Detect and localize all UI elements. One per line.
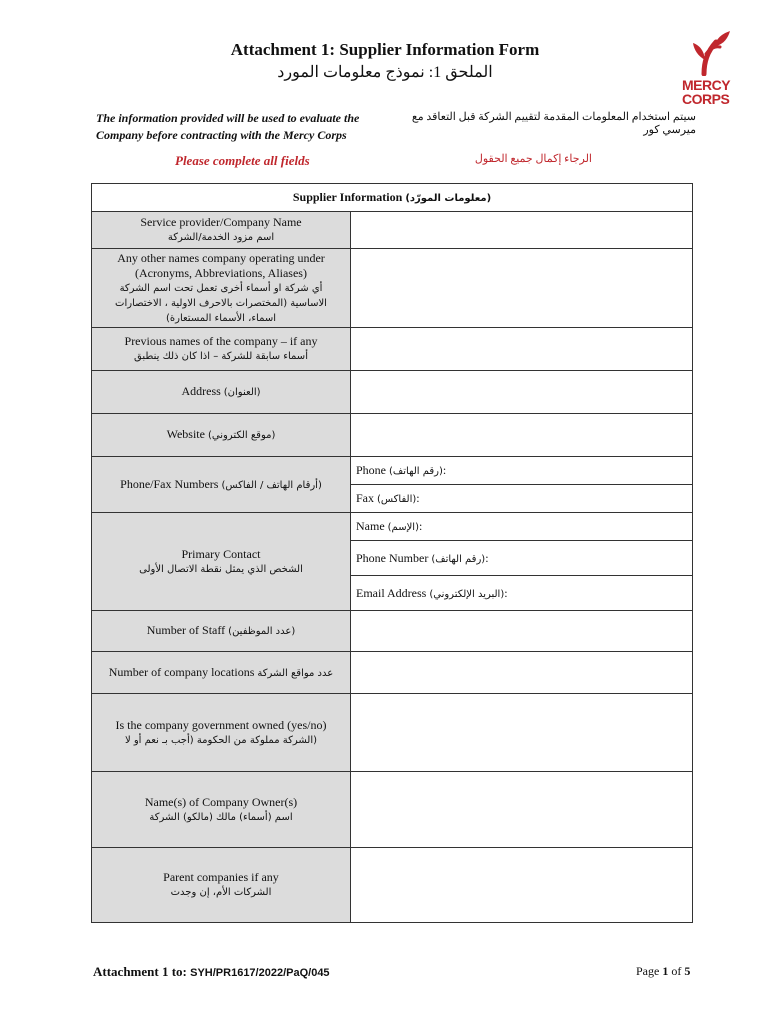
company-owners-label: Name(s) of Company Owner(s) اسم (أسماء) مالك (مالكو) الشركة [92,772,351,848]
intro-text: The information provided will be used to evaluate the Company before contracting with the Mercy Corps [96,111,360,142]
fax-field[interactable]: Fax (الفاكس): [351,485,693,513]
address-field[interactable] [351,371,693,414]
other-names-field[interactable] [351,249,693,328]
government-owned-label: Is the company government owned (yes/no) (الشركة مملوكة من الحكومة (أجب بـ نعم أو لا [92,694,351,772]
primary-contact-label: Primary Contact الشخص الذي يمثل نقطة الاتصال الأولى [92,513,351,611]
intro-text-arabic: سيتم استخدام المعلومات المقدمة لتقييم الشركة قبل التعاقد مع ميرسي كور [411,111,696,136]
company-name-field[interactable] [351,212,693,249]
other-names-label: Any other names company operating under (Acronyms, Abbreviations, Aliases) أي شركة او أسماء أخرى تعمل تحت اسم الشركة الاساسية (المختصرات بالاحرف الاولية ، الاختصارات اسماء، الأسماء المستعارة) [92,249,351,328]
contact-email-field[interactable]: Email Address (البريد الإلكتروني): [351,576,693,611]
parent-companies-field[interactable] [351,848,693,923]
supplier-information-table [91,183,693,923]
phone-field[interactable]: Phone (رقم الهاتف): [351,457,693,485]
previous-names-field[interactable] [351,328,693,371]
form-title-arabic: الملحق 1: نموذج معلومات المورد [277,64,493,81]
company-locations-label: Number of company locations عدد مواقع الشركة [92,652,351,694]
logo-wordmark: MERCY CORPS [682,77,731,107]
footer-reference: Attachment 1 to: SYH/PR1617/2022/PaQ/045 [93,964,330,979]
website-field[interactable] [351,414,693,457]
phone-fax-label: Phone/Fax Numbers (أرقام الهاتف / الفاكس) [92,457,351,513]
staff-count-label: Number of Staff (عدد الموظفين) [92,611,351,652]
parent-companies-label: Parent companies if any الشركات الأم، إن وجدت [92,848,351,923]
company-owners-field[interactable] [351,772,693,848]
website-label: Website (موقع الكتروني) [92,414,351,457]
address-label: Address (العنوان) [92,371,351,414]
page-number: Page 1 of 5 [636,964,691,978]
contact-phone-field[interactable]: Phone Number (رقم الهاتف): [351,541,693,576]
company-name-label: Service provider/Company Name اسم مزود الخدمة/الشركة [92,212,351,249]
complete-all-fields-notice-arabic: الرجاء إكمال جميع الحقول [474,153,592,165]
company-locations-field[interactable] [351,652,693,694]
mercy-corps-logo [676,30,740,106]
complete-all-fields-notice: Please complete all fields [175,153,310,168]
government-owned-field[interactable] [351,694,693,772]
previous-names-label: Previous names of the company – if any أسماء سابقة للشركة – اذا كان ذلك ينطبق [92,328,351,371]
form-title: Attachment 1: Supplier Information Form [230,40,540,59]
table-header: Supplier Information (معلومات المورّد) [92,184,693,212]
staff-count-field[interactable] [351,611,693,652]
sprout-logo-icon [690,30,732,76]
contact-name-field[interactable]: Name (الإسم): [351,513,693,541]
